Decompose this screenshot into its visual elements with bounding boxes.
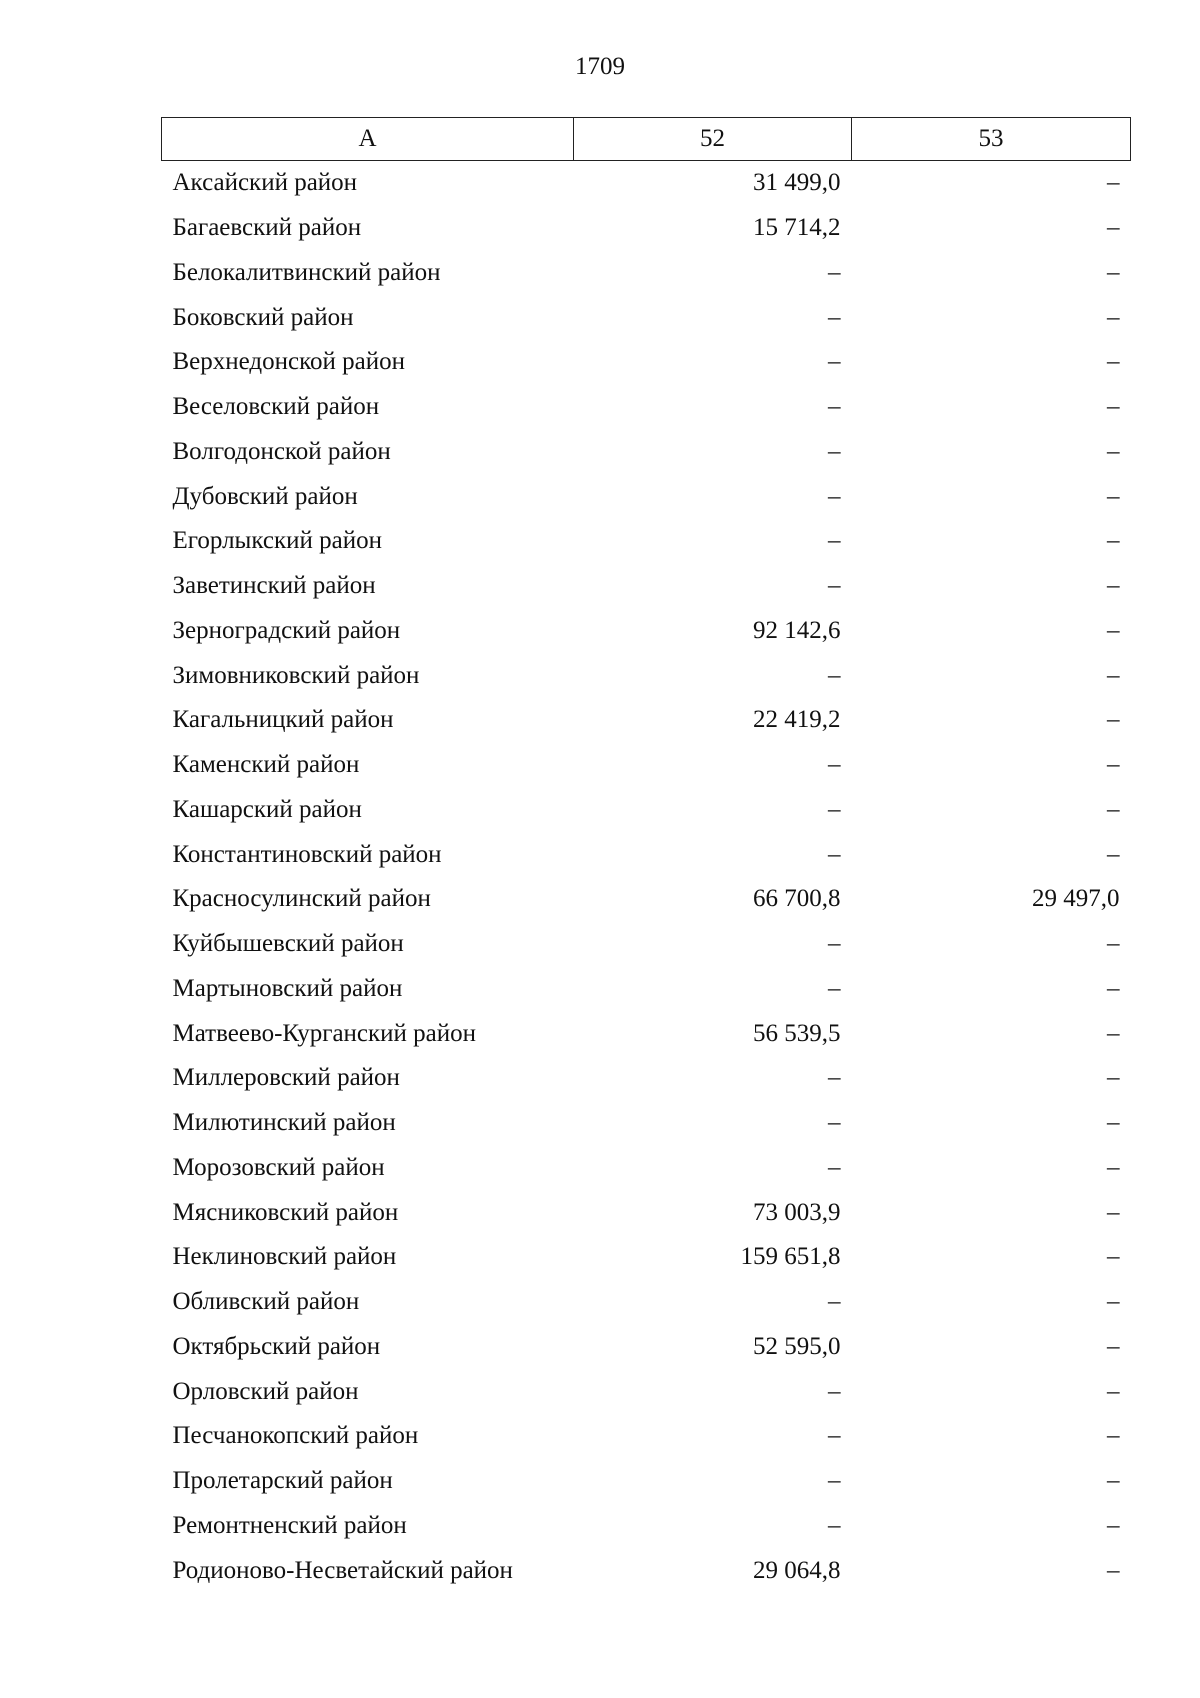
table-row: [162, 1369, 1131, 1414]
district-name-cell: Мартыновский район: [172, 974, 403, 1002]
district-name-cell: Кагальницкий район: [172, 706, 394, 734]
data-table: [161, 117, 1131, 1593]
value-52-cell: 66 700,8: [753, 885, 841, 913]
value-52-cell: –: [828, 751, 841, 779]
value-52-cell: –: [828, 1064, 841, 1092]
value-53-cell: –: [1107, 1019, 1120, 1047]
value-52-cell: –: [828, 1153, 841, 1181]
district-name-cell: Багаевский район: [172, 214, 362, 242]
district-name-cell: Морозовский район: [172, 1153, 385, 1181]
table-header-row: [162, 118, 1131, 161]
value-52-cell: 31 499,0: [753, 169, 841, 197]
table-row: [162, 1235, 1131, 1280]
value-52-cell: –: [828, 482, 841, 510]
table-row: [162, 251, 1131, 296]
district-name-cell: Аксайский район: [172, 169, 358, 197]
table-row: [162, 1190, 1131, 1235]
table-body: [162, 161, 1131, 1594]
value-52-cell: –: [828, 974, 841, 1002]
value-53-cell: –: [1107, 661, 1120, 689]
column-header-53: 53: [852, 118, 1131, 161]
value-53-cell: –: [1107, 1109, 1120, 1137]
district-name-cell: Константиновский район: [172, 840, 442, 868]
table-row: [162, 832, 1131, 877]
value-53-cell: –: [1107, 572, 1120, 600]
table-row: [162, 519, 1131, 564]
district-name-cell: Песчанокопский район: [172, 1422, 419, 1450]
table-row: [162, 698, 1131, 743]
value-52-cell: –: [828, 437, 841, 465]
value-53-cell: –: [1107, 616, 1120, 644]
district-name-cell: Милютинский район: [172, 1109, 396, 1137]
district-name-cell: Пролетарский район: [172, 1467, 393, 1495]
table-row: [162, 430, 1131, 475]
value-52-cell: 92 142,6: [753, 616, 841, 644]
value-52-cell: –: [828, 1377, 841, 1405]
value-52-cell: –: [828, 1511, 841, 1539]
value-52-cell: –: [828, 1422, 841, 1450]
value-52-cell: –: [828, 527, 841, 555]
value-53-cell: –: [1107, 1422, 1120, 1450]
value-53-cell: –: [1107, 1153, 1120, 1181]
value-52-cell: –: [828, 840, 841, 868]
value-53-cell: –: [1107, 258, 1120, 286]
value-52-cell: –: [828, 348, 841, 376]
district-name-cell: Матвеево-Курганский район: [172, 1019, 477, 1047]
value-52-cell: –: [828, 303, 841, 331]
value-52-cell: –: [828, 258, 841, 286]
value-53-cell: –: [1107, 1556, 1120, 1584]
value-53-cell: –: [1107, 348, 1120, 376]
value-52-cell: –: [828, 393, 841, 421]
table-row: [162, 564, 1131, 609]
district-name-cell: Зерноградский район: [172, 616, 401, 644]
district-name-cell: Каменский район: [172, 751, 360, 779]
district-name-cell: Кашарский район: [172, 795, 362, 823]
value-52-cell: 15 714,2: [753, 214, 841, 242]
table-row: [162, 1504, 1131, 1549]
value-52-cell: 56 539,5: [753, 1019, 841, 1047]
value-53-cell: –: [1107, 1467, 1120, 1495]
value-53-cell: –: [1107, 706, 1120, 734]
district-name-cell: Дубовский район: [172, 482, 358, 510]
value-53-cell: –: [1107, 214, 1120, 242]
value-52-cell: –: [828, 930, 841, 958]
table-row: [162, 474, 1131, 519]
value-52-cell: –: [828, 795, 841, 823]
district-name-cell: Куйбышевский район: [172, 930, 404, 958]
table-row: [162, 295, 1131, 340]
value-53-cell: –: [1107, 1243, 1120, 1271]
district-name-cell: Неклиновский район: [172, 1243, 397, 1271]
table-row: [162, 340, 1131, 385]
district-name-cell: Волгодонской район: [172, 437, 391, 465]
table-row: [162, 1011, 1131, 1056]
value-52-cell: 29 064,8: [753, 1556, 841, 1584]
district-name-cell: Егорлыкский район: [172, 527, 382, 555]
table-row: [162, 877, 1131, 922]
table-row: [162, 1280, 1131, 1325]
value-53-cell: –: [1107, 1332, 1120, 1360]
value-53-cell: –: [1107, 840, 1120, 868]
value-52-cell: –: [828, 661, 841, 689]
district-name-cell: Октябрьский район: [172, 1332, 381, 1360]
column-header-52: 52: [574, 118, 852, 161]
district-name-cell: Белокалитвинский район: [172, 258, 441, 286]
value-52-cell: 73 003,9: [753, 1198, 841, 1226]
table-row: [162, 161, 1131, 206]
district-name-cell: Боковский район: [172, 303, 354, 331]
table-row: [162, 609, 1131, 654]
column-header-a: А: [162, 118, 574, 161]
value-53-cell: –: [1107, 1377, 1120, 1405]
district-name-cell: Заветинский район: [172, 572, 376, 600]
value-53-cell: –: [1107, 527, 1120, 555]
district-name-cell: Верхнедонской район: [172, 348, 405, 376]
value-52-cell: –: [828, 572, 841, 600]
table-row: [162, 743, 1131, 788]
value-53-cell: –: [1107, 482, 1120, 510]
district-name-cell: Веселовский район: [172, 393, 380, 421]
value-52-cell: –: [828, 1109, 841, 1137]
value-52-cell: 52 595,0: [753, 1332, 841, 1360]
table-row: [162, 1548, 1131, 1593]
table-row: [162, 967, 1131, 1012]
district-name-cell: Ремонтненский район: [172, 1511, 407, 1539]
district-name-cell: Мясниковский район: [172, 1198, 399, 1226]
value-53-cell: –: [1107, 303, 1120, 331]
table-row: [162, 788, 1131, 833]
district-name-cell: Орловский район: [172, 1377, 359, 1405]
value-53-cell: –: [1107, 169, 1120, 197]
table-row: [162, 1056, 1131, 1101]
table-row: [162, 1101, 1131, 1146]
page-number: 1709: [575, 53, 625, 80]
value-52-cell: –: [828, 1467, 841, 1495]
district-name-cell: Зимовниковский район: [172, 661, 420, 689]
table-row: [162, 385, 1131, 430]
value-53-cell: –: [1107, 974, 1120, 1002]
table-row: [162, 653, 1131, 698]
district-name-cell: Миллеровский район: [172, 1064, 400, 1092]
table-row: [162, 922, 1131, 967]
district-name-cell: Родионово-Несветайский район: [172, 1556, 513, 1584]
value-53-cell: –: [1107, 930, 1120, 958]
value-53-cell: –: [1107, 437, 1120, 465]
table-row: [162, 1459, 1131, 1504]
district-name-cell: Обливский район: [172, 1288, 360, 1316]
value-52-cell: 159 651,8: [740, 1243, 841, 1271]
value-53-cell: 29 497,0: [1032, 885, 1120, 913]
table-row: [162, 1325, 1131, 1370]
value-52-cell: 22 419,2: [753, 706, 841, 734]
table-row: [162, 1414, 1131, 1459]
value-53-cell: –: [1107, 751, 1120, 779]
value-52-cell: –: [828, 1288, 841, 1316]
table-row: [162, 1146, 1131, 1191]
value-53-cell: –: [1107, 1064, 1120, 1092]
value-53-cell: –: [1107, 795, 1120, 823]
value-53-cell: –: [1107, 1198, 1120, 1226]
district-name-cell: Красносулинский район: [172, 885, 431, 913]
value-53-cell: –: [1107, 393, 1120, 421]
value-53-cell: –: [1107, 1288, 1120, 1316]
table-row: [162, 206, 1131, 251]
value-53-cell: –: [1107, 1511, 1120, 1539]
